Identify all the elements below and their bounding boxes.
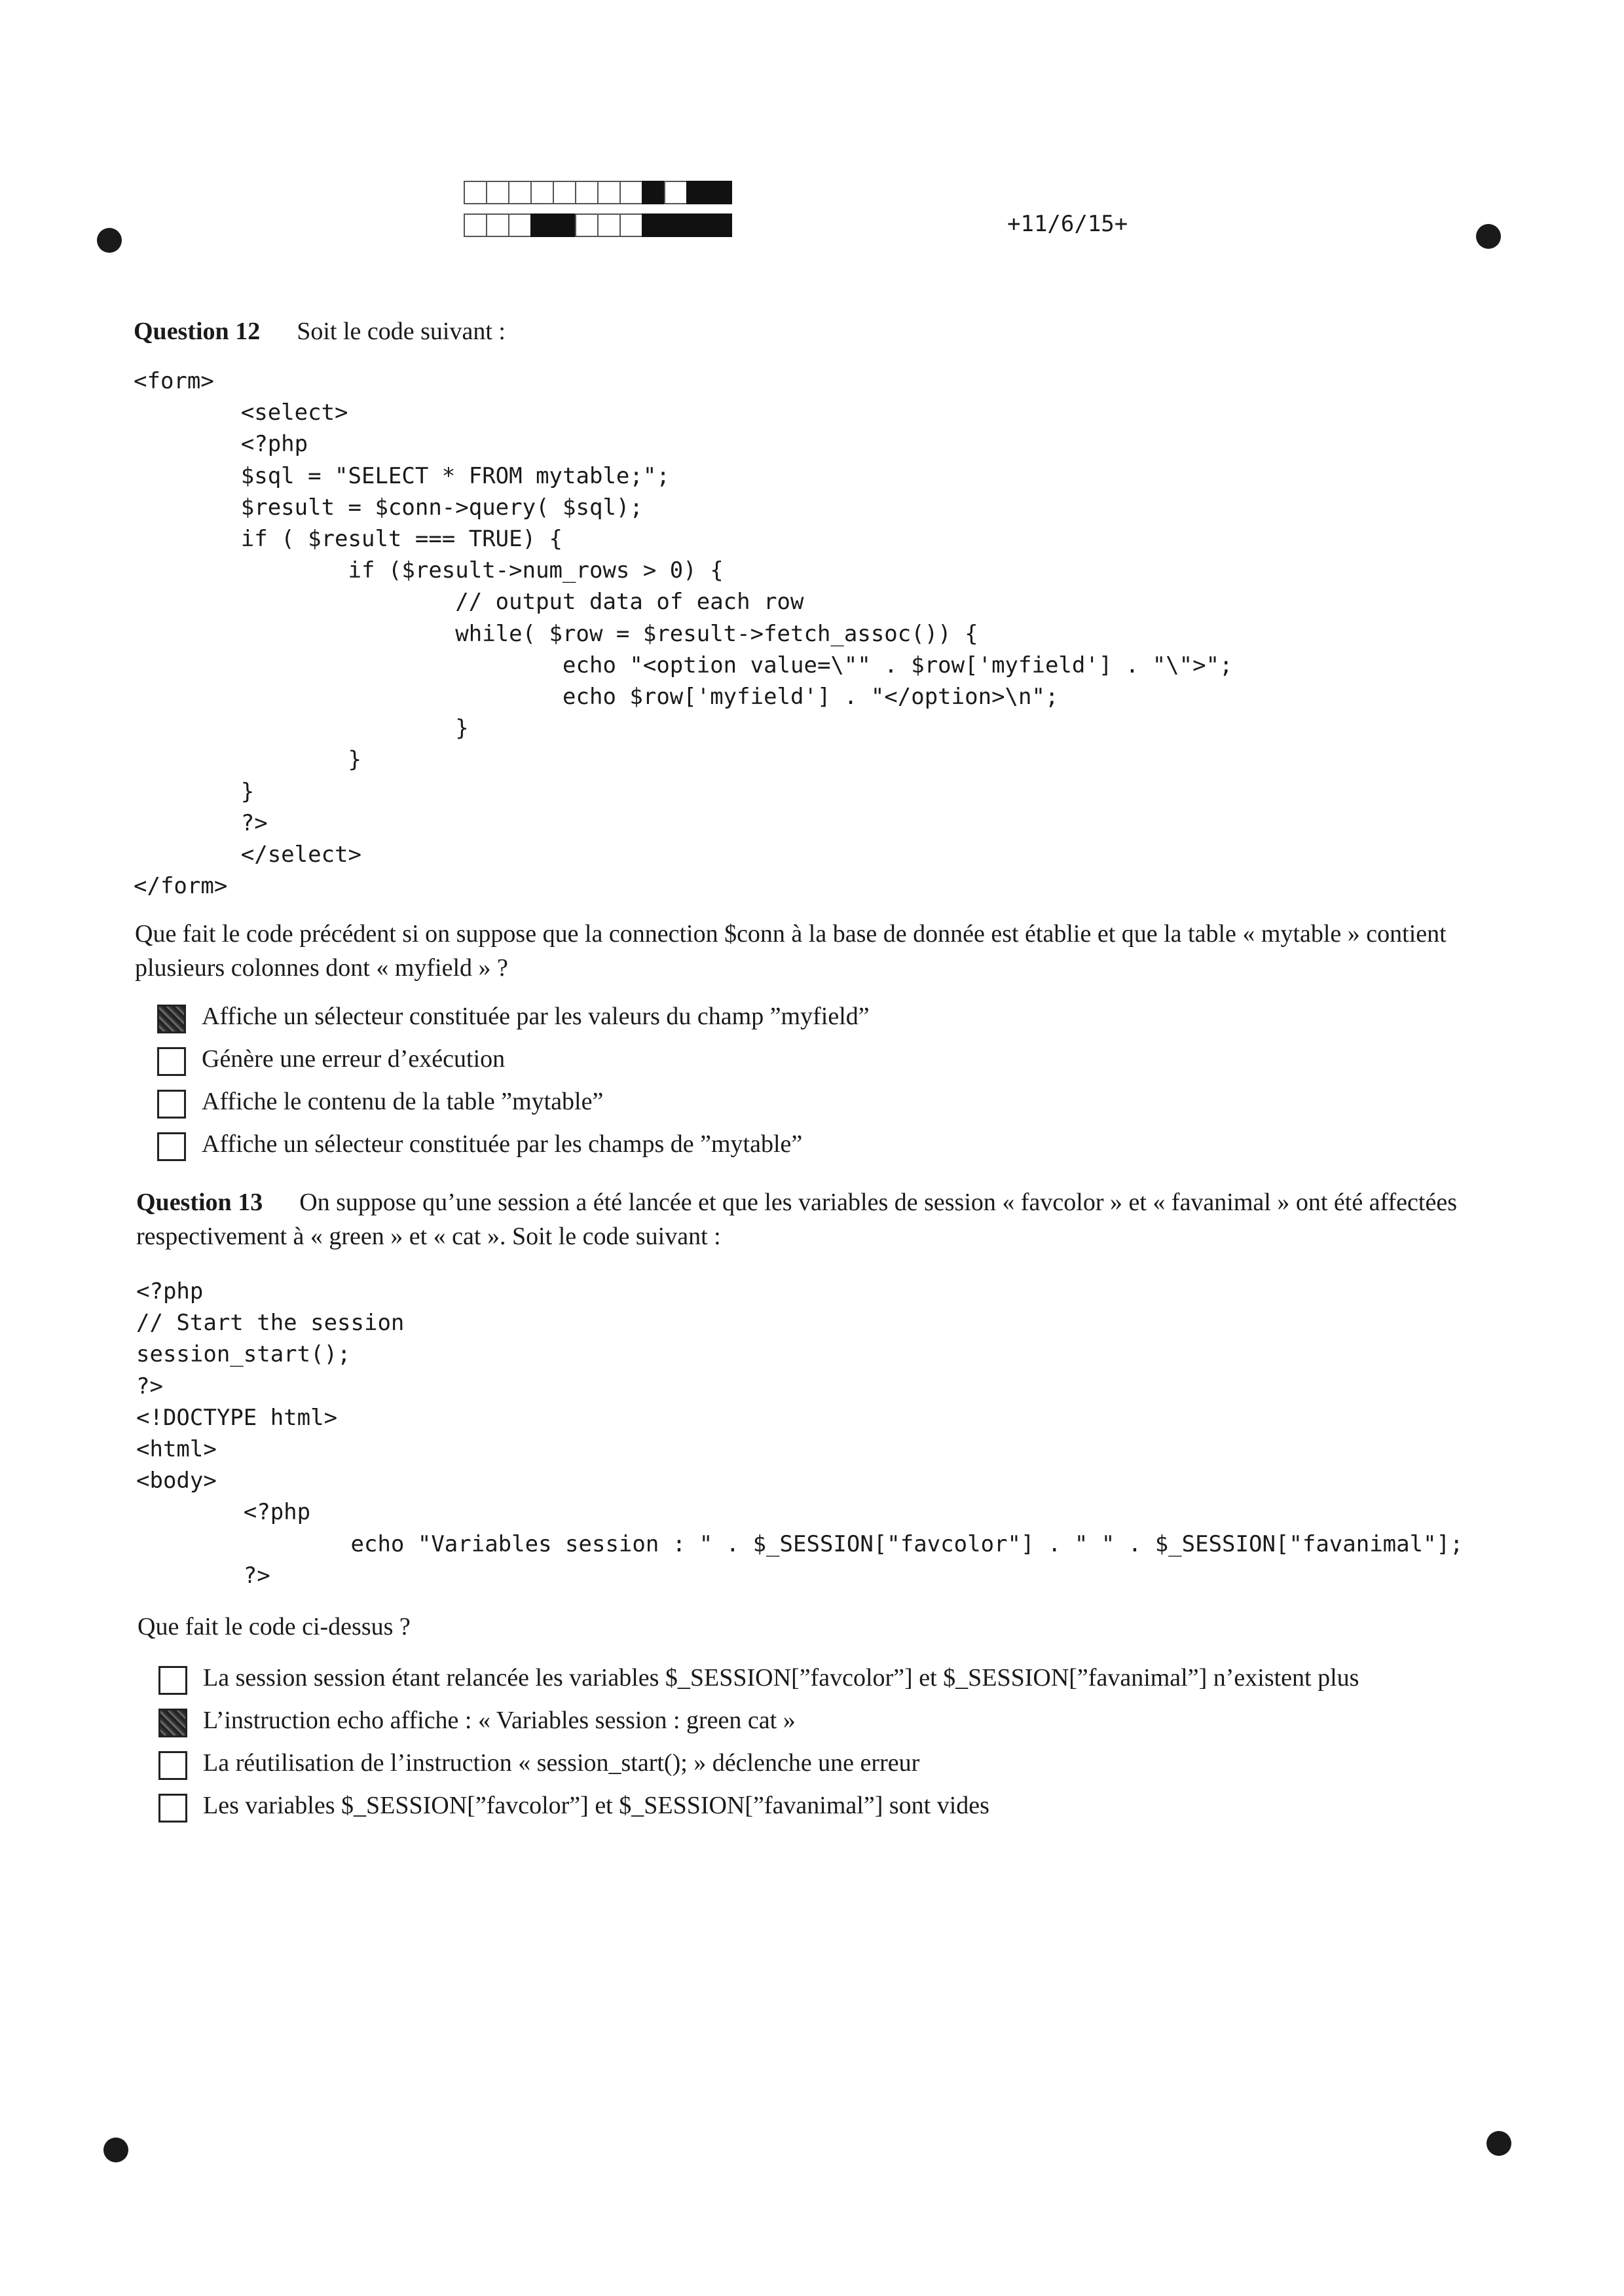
checkbox[interactable]: [157, 1132, 186, 1161]
id-box-cell: [664, 181, 688, 204]
question-12-header: [134, 317, 506, 346]
question-12-label: Question 12: [134, 318, 261, 345]
id-box-cell: [508, 181, 532, 204]
id-boxes-row-2: [464, 213, 731, 237]
question-13-header: [136, 1185, 1485, 1253]
question-13-text: Que fait le code ci-dessus ?: [138, 1613, 411, 1640]
checkbox[interactable]: [158, 1751, 187, 1780]
choice-label: Affiche le contenu de la table ”mytable”: [202, 1088, 604, 1115]
checkbox[interactable]: [158, 1709, 187, 1737]
id-box-cell: [508, 213, 532, 237]
choice-label: L’instruction echo affiche : « Variables session : green cat »: [203, 1707, 796, 1734]
question-13-intro: On suppose qu’une session a été lancée et que les variables de session « favcolor » et « favanimal » ont été affectées respectivement à « green » et « cat ». Soit le code suivant :: [136, 1189, 1457, 1250]
id-box-cell: [686, 213, 710, 237]
question-13-label: Question 13: [136, 1189, 263, 1216]
corner-mark-top-left: [97, 228, 122, 253]
choice-label: Génère une erreur d’exécution: [202, 1045, 506, 1073]
id-box-cell: [597, 181, 621, 204]
checkbox[interactable]: [158, 1794, 187, 1823]
id-box-cell: [642, 213, 665, 237]
corner-mark-top-right: [1476, 224, 1501, 249]
question-13-code: <?php // Start the session session_start(); ?> <!DOCTYPE html> <html> <body> <?php echo "Variables session : " . $_SESSION["favcolor"] . " " . $_SESSION["favanimal"]; ?>: [136, 1278, 1464, 1589]
choice-label: La réutilisation de l’instruction « session_start(); » déclenche une erreur: [203, 1749, 920, 1777]
id-box-cell: [464, 181, 487, 204]
id-box-cell: [464, 213, 487, 237]
id-box-cell: [642, 181, 665, 204]
choice-label: La session session étant relancée les variables $_SESSION[”favcolor”] et $_SESSION[”favanimal”] n’existent plus: [203, 1664, 1359, 1692]
id-box-cell: [530, 213, 554, 237]
id-box-cell: [575, 181, 599, 204]
id-box-cell: [709, 181, 732, 204]
choice-label: Affiche un sélecteur constituée par les champs de ”mytable”: [202, 1130, 803, 1158]
id-box-cell: [553, 181, 576, 204]
question-12-intro: Soit le code suivant :: [297, 318, 506, 345]
question-12-code: <form> <select> <?php $sql = "SELECT * FROM mytable;"; $result = $conn->query( $sql); if ( $result === TRUE) { if ($result->num_rows > 0) { // output data of each row while( $row = $result->fetch_assoc()) { echo "<option value=\"" . $row['myfield'] . "\">"; echo $row['myfield'] . "</option>\n"; } } } ?> </select> </form>: [134, 368, 1233, 900]
id-box-cell: [553, 213, 576, 237]
checkbox[interactable]: [157, 1090, 186, 1119]
checkbox[interactable]: [157, 1005, 186, 1033]
page-identifier: +11/6/15+: [1007, 211, 1128, 237]
checkbox[interactable]: [157, 1047, 186, 1076]
checkbox[interactable]: [158, 1666, 187, 1695]
id-box-cell: [664, 213, 688, 237]
question-12-text: Que fait le code précédent si on suppose que la connection $conn à la base de donnée est établie et que la table « mytable » contient plusieurs colonnes dont « myfield » ?: [135, 920, 1447, 982]
id-box-cell: [575, 213, 599, 237]
id-box-cell: [597, 213, 621, 237]
id-box-cell: [530, 181, 554, 204]
id-box-cell: [486, 181, 509, 204]
choice-label: Affiche un sélecteur constituée par les valeurs du champ ”myfield”: [202, 1003, 870, 1030]
id-boxes-row-1: [464, 181, 731, 204]
choice-label: Les variables $_SESSION[”favcolor”] et $_SESSION[”favanimal”] sont vides: [203, 1792, 989, 1819]
id-box-cell: [486, 213, 509, 237]
id-box-cell: [619, 213, 643, 237]
corner-mark-bottom-left: [103, 2138, 128, 2162]
id-box-cell: [686, 181, 710, 204]
id-box-cell: [709, 213, 732, 237]
id-box-cell: [619, 181, 643, 204]
corner-mark-bottom-right: [1486, 2131, 1511, 2156]
